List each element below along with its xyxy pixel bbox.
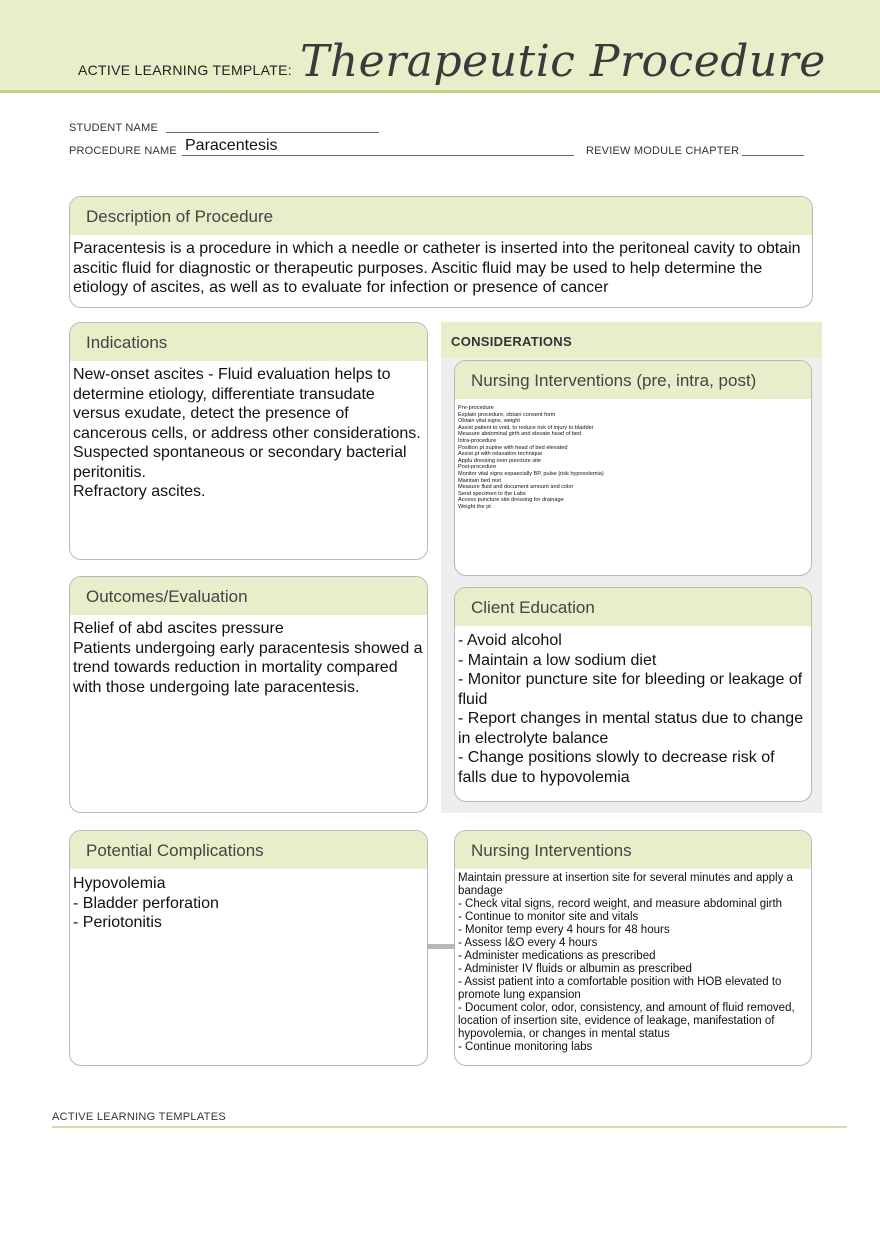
- nursing-interventions-heading: Nursing Interventions: [455, 831, 811, 869]
- description-text: Paracentesis is a procedure in which a needle or catheter is inserted into the peritoneal cavity to obtain ascitic fluid for diagnostic or therapeutic purposes. Ascitic fluid may be used to help determine the etiology of ascites, as well as to evaluate for infection or presence of cancer: [73, 240, 801, 296]
- nursing-interventions-pip-box: [454, 360, 812, 576]
- indications-text: New-onset ascites - Fluid evaluation helps to determine etiology, differentiate transudate versus exudate, detect the presence of cancerous cells, or address other considerations. Suspected spontaneous or secondary bacterial peritonitis. Refractory ascites.: [73, 366, 421, 500]
- complications-text: Hypovolemia - Bladder perforation - Periotonitis: [73, 875, 219, 931]
- nursing-interventions-text: Maintain pressure at insertion site for several minutes and apply a bandage - Check vital signs, record weight, and measure abdominal girth - Continue to monitor site and vitals - Monitor temp every 4 hours for 48 hours - Assess I&O every 4 hours - Administer medications as prescribed - Administer IV fluids or albumin as prescribed - Assist patient into a comfortable position with HOB elevated to promote lung expansion - Document color, odor, consistency, and amount of fluid removed, location of insertion site, evidence of leakage, manifestation of hypovolemia, or changes in mental status - Continue monitoring labs: [458, 872, 795, 1053]
- complications-box: [69, 830, 428, 1066]
- nursing-interventions-box: [454, 830, 812, 1066]
- considerations-title: CONSIDERATIONS: [451, 334, 572, 349]
- indications-heading: Indications: [70, 323, 427, 361]
- student-name-label: STUDENT NAME: [69, 122, 158, 134]
- footer-text: ACTIVE LEARNING TEMPLATES: [52, 1111, 226, 1123]
- nursing-interventions-pip-text: Pre-procedure Explain procedure, obtain consent form Obtain vital signs, weight Assist patient to void, to reduce risk of injury to bladder Measure abdominal girth and elevate head of bed Intra-procedure Position pt supine with head of bed elevated Assist pt with relaxation technique Applu dressing over puncture site Post-procedure Monitor vital signs espaecially BP, pulse (risk hypovolemia) Maintain bed rest Measure fluid and document amount and color Send specimen to the Labs Access puncture site dressing for drainage Weight the pt: [458, 405, 604, 510]
- description-box: [69, 196, 813, 308]
- outcomes-text: Relief of abd ascites pressure Patients undergoing early paracentesis showed a trend towards reduction in mortality compared with those undergoing late paracentesis.: [73, 620, 423, 696]
- procedure-name-label: PROCEDURE NAME: [69, 145, 177, 157]
- client-education-heading: Client Education: [455, 588, 811, 626]
- review-module-field[interactable]: [742, 155, 804, 156]
- template-prefix: ACTIVE LEARNING TEMPLATE:: [78, 62, 292, 78]
- description-heading: Description of Procedure: [70, 197, 812, 235]
- client-education-box: [454, 587, 812, 802]
- nursing-interventions-pip-heading: Nursing Interventions (pre, intra, post): [455, 361, 811, 399]
- complications-heading: Potential Complications: [70, 831, 427, 869]
- review-module-label: REVIEW MODULE CHAPTER: [586, 145, 740, 157]
- outcomes-box: [69, 576, 428, 813]
- footer-divider: [52, 1126, 847, 1128]
- page-title: Therapeutic Procedure: [300, 36, 826, 87]
- outcomes-heading: Outcomes/Evaluation: [70, 577, 427, 615]
- student-name-field[interactable]: [166, 132, 379, 133]
- client-education-text: - Avoid alcohol - Maintain a low sodium diet - Monitor puncture site for bleeding or leakage of fluid - Report changes in mental status due to change in electrolyte balance - Change positions slowly to decrease risk of falls due to hypovolemia: [458, 632, 804, 786]
- indications-box: [69, 322, 428, 560]
- procedure-name-value: Paracentesis: [185, 137, 278, 154]
- procedure-name-field[interactable]: [182, 155, 574, 156]
- page-header: [0, 0, 880, 93]
- connector-line: [428, 944, 455, 949]
